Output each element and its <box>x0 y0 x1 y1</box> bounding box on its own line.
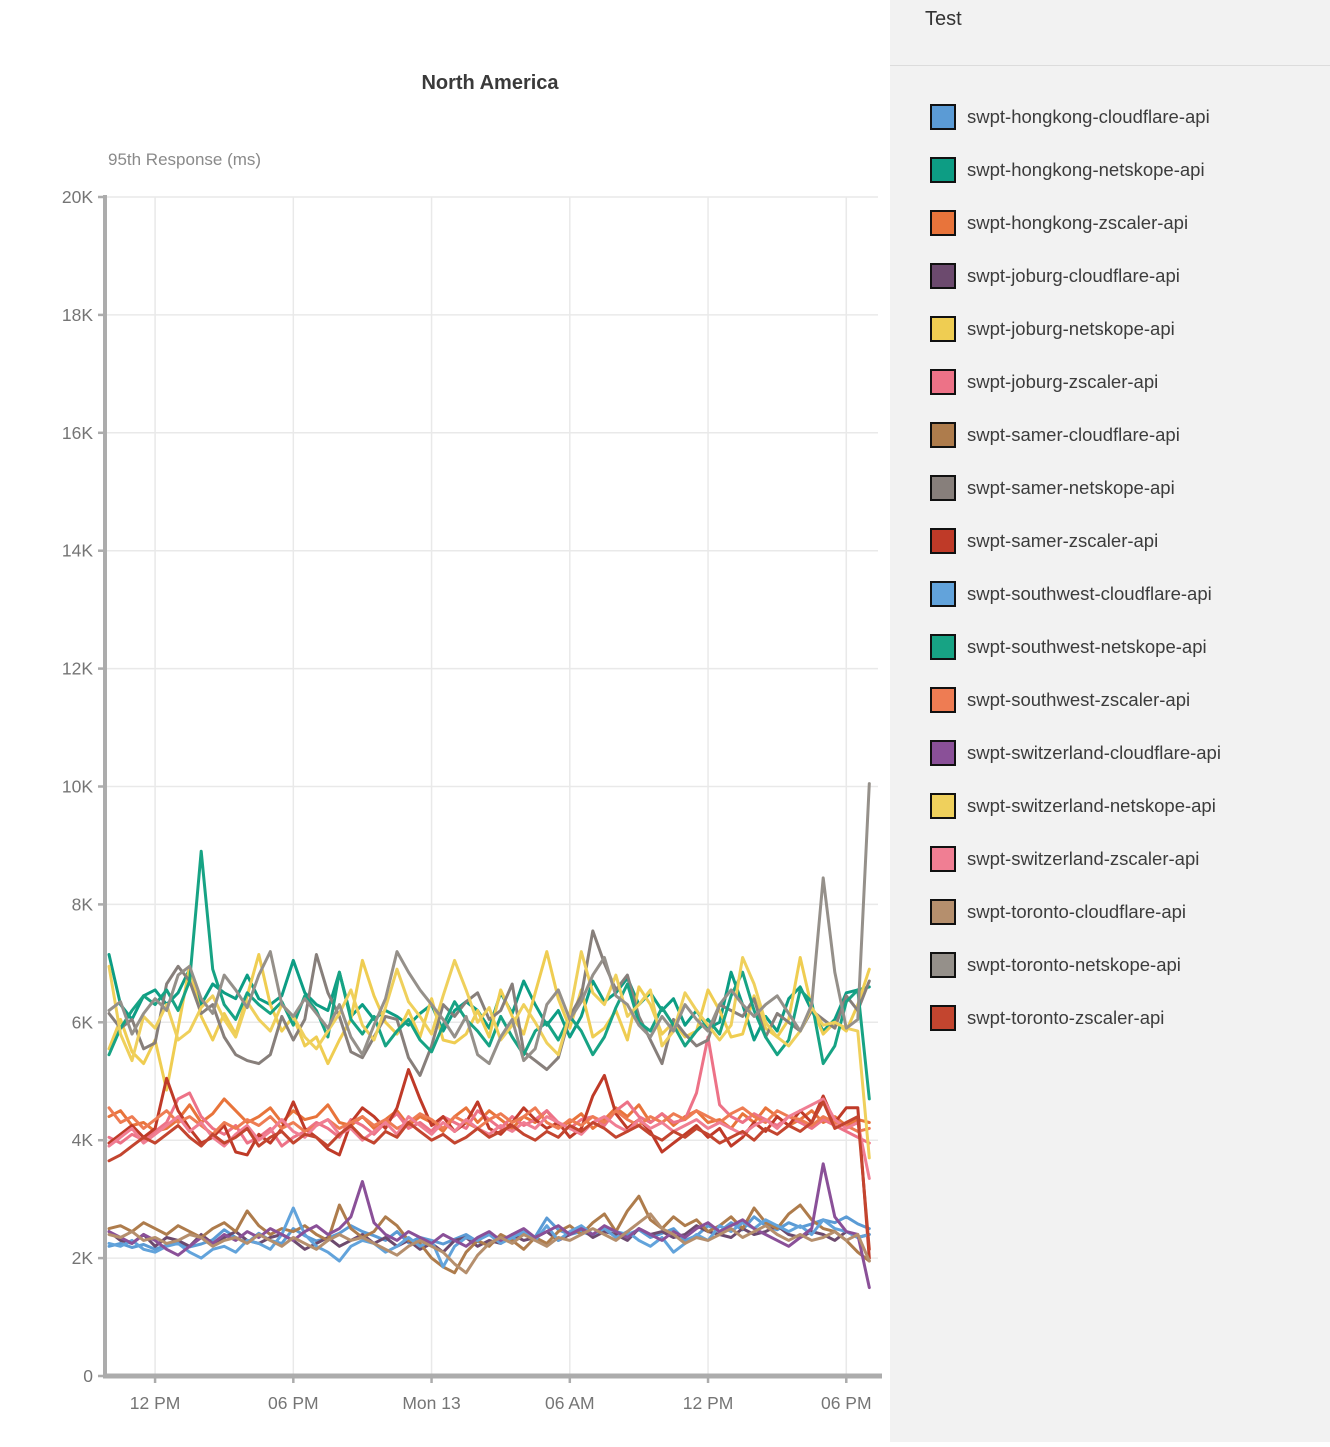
legend-item-swpt-switzerland-zscaler-api[interactable] <box>930 832 1330 885</box>
legend-swatch <box>930 104 956 130</box>
legend-item-swpt-hongkong-zscaler-api[interactable] <box>930 196 1330 249</box>
legend-label: swpt-samer-cloudflare-api <box>967 423 1180 445</box>
legend-label: swpt-toronto-zscaler-api <box>967 1006 1165 1028</box>
legend-item-swpt-toronto-netskope-api[interactable] <box>930 938 1330 991</box>
legend-item-swpt-southwest-netskope-api[interactable] <box>930 620 1330 673</box>
chart-title: North America <box>421 72 559 94</box>
legend-item-swpt-southwest-cloudflare-api[interactable] <box>930 567 1330 620</box>
legend-title: Test <box>925 8 962 30</box>
legend-label: swpt-switzerland-cloudflare-api <box>967 741 1221 763</box>
legend-swatch <box>930 422 956 448</box>
legend-item-swpt-southwest-zscaler-api[interactable] <box>930 673 1330 726</box>
y-tick-label: 14K <box>61 540 93 561</box>
legend-label: swpt-hongkong-zscaler-api <box>967 211 1189 233</box>
legend-label: swpt-toronto-netskope-api <box>967 953 1181 975</box>
legend-item-swpt-samer-zscaler-api[interactable] <box>930 514 1330 567</box>
legend-swatch <box>930 475 956 501</box>
legend-swatch <box>930 157 956 183</box>
y-tick-label: 8K <box>71 894 93 915</box>
legend-label: swpt-hongkong-cloudflare-api <box>967 105 1210 127</box>
legend-label: swpt-switzerland-netskope-api <box>967 794 1216 816</box>
legend-label: swpt-samer-zscaler-api <box>967 529 1159 551</box>
legend-label: swpt-joburg-netskope-api <box>967 317 1175 339</box>
x-tick-label: 12 PM <box>129 1393 181 1413</box>
x-tick-label: 06 AM <box>544 1393 595 1413</box>
legend-label: swpt-switzerland-zscaler-api <box>967 847 1200 869</box>
legend-swatch <box>930 263 956 289</box>
y-tick-label: 2K <box>71 1248 93 1269</box>
legend-panel <box>890 0 1330 1442</box>
legend-item-swpt-joburg-zscaler-api[interactable] <box>930 355 1330 408</box>
legend-item-swpt-switzerland-netskope-api[interactable] <box>930 779 1330 832</box>
legend-swatch <box>930 793 956 819</box>
legend-item-swpt-samer-cloudflare-api[interactable] <box>930 408 1330 461</box>
legend-swatch <box>930 846 956 872</box>
series-line-swpt-switzerland-cloudflare-api[interactable] <box>109 1164 869 1288</box>
legend-swatch <box>930 740 956 766</box>
y-axis-title: 95th Response (ms) <box>108 150 262 169</box>
legend-label: swpt-joburg-cloudflare-api <box>967 264 1180 286</box>
legend-item-swpt-hongkong-netskope-api[interactable] <box>930 143 1330 196</box>
legend-swatch <box>930 316 956 342</box>
legend-swatch <box>930 687 956 713</box>
legend-label: swpt-southwest-netskope-api <box>967 635 1207 657</box>
x-tick-label: 06 PM <box>820 1393 872 1413</box>
legend-item-swpt-toronto-cloudflare-api[interactable] <box>930 885 1330 938</box>
y-tick-label: 12K <box>61 658 93 679</box>
legend-swatch <box>930 899 956 925</box>
legend-header <box>890 0 1330 66</box>
legend-swatch <box>930 634 956 660</box>
legend-swatch <box>930 1005 956 1031</box>
y-tick-label: 20K <box>61 187 93 207</box>
legend-item-swpt-toronto-zscaler-api[interactable] <box>930 991 1330 1044</box>
legend-item-swpt-samer-netskope-api[interactable] <box>930 461 1330 514</box>
legend-swatch <box>930 528 956 554</box>
y-tick-label: 4K <box>71 1130 93 1151</box>
legend-label: swpt-southwest-zscaler-api <box>967 688 1191 710</box>
y-tick-label: 0 <box>83 1366 93 1386</box>
legend-label: swpt-joburg-zscaler-api <box>967 370 1159 392</box>
x-tick-label: 12 PM <box>682 1393 734 1413</box>
legend-swatch <box>930 581 956 607</box>
legend-item-swpt-joburg-netskope-api[interactable] <box>930 302 1330 355</box>
y-tick-label: 10K <box>61 776 93 797</box>
y-tick-label: 16K <box>61 422 93 443</box>
legend-swatch <box>930 952 956 978</box>
x-tick-label: 06 PM <box>268 1393 319 1413</box>
y-tick-label: 18K <box>61 304 93 325</box>
legend-swatch <box>930 210 956 236</box>
legend-label: swpt-southwest-cloudflare-api <box>967 582 1212 604</box>
legend-label: swpt-samer-netskope-api <box>967 476 1175 498</box>
legend-item-swpt-switzerland-cloudflare-api[interactable] <box>930 726 1330 779</box>
legend-items <box>890 66 1330 1044</box>
legend-label: swpt-hongkong-netskope-api <box>967 158 1205 180</box>
legend-label: swpt-toronto-cloudflare-api <box>967 900 1187 922</box>
x-tick-label: Mon 13 <box>402 1393 461 1413</box>
y-tick-label: 6K <box>71 1012 93 1033</box>
legend-item-swpt-joburg-cloudflare-api[interactable] <box>930 249 1330 302</box>
legend-swatch <box>930 369 956 395</box>
legend-item-swpt-hongkong-cloudflare-api[interactable] <box>930 90 1330 143</box>
